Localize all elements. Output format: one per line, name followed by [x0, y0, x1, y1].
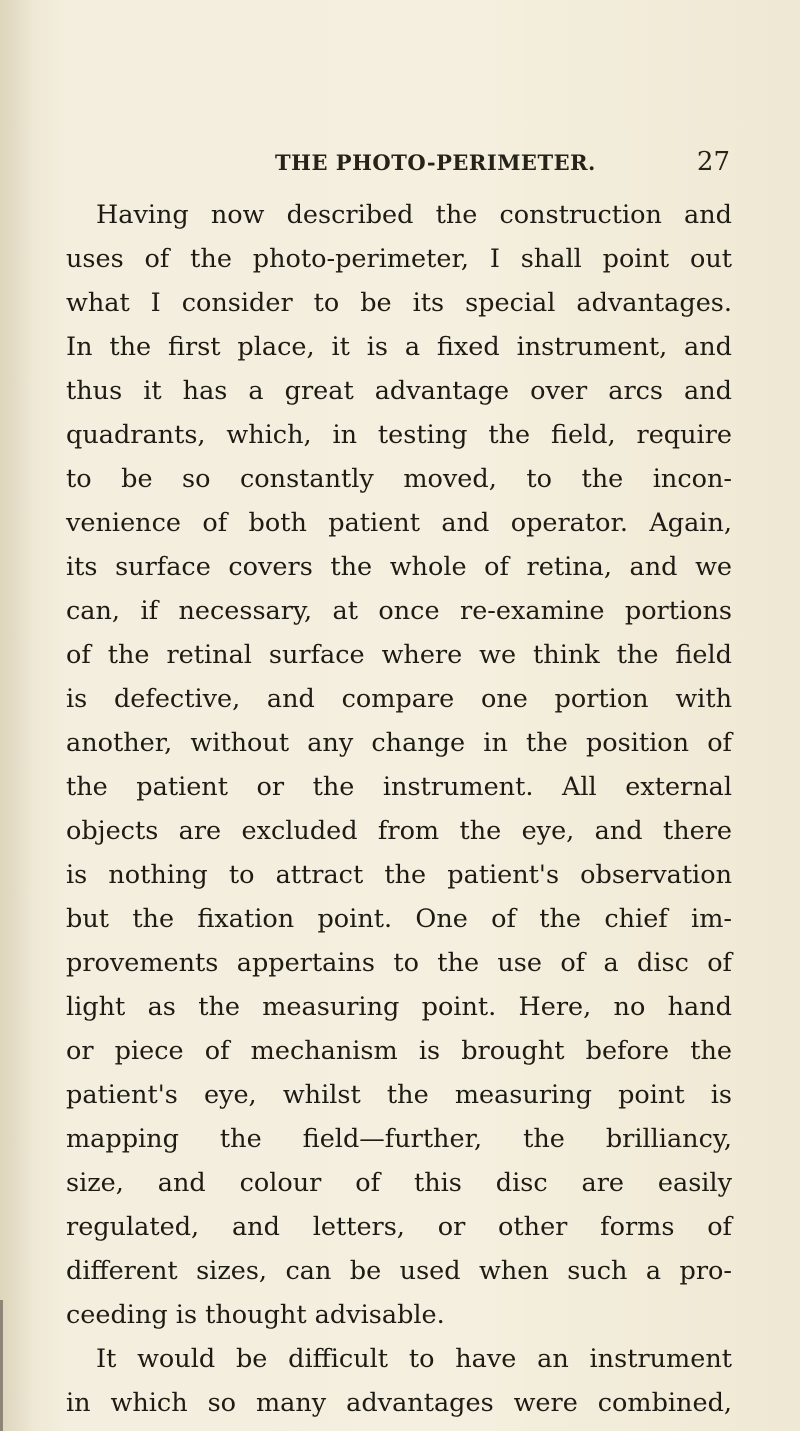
text-line: of the retinal surface where we think the field [66, 640, 732, 670]
text-line: In the first place, it is a fixed instrument, and [66, 332, 732, 362]
text-line: what I consider to be its special advantages. [66, 288, 732, 318]
text-line: venience of both patient and operator. Again, [66, 508, 732, 538]
text-line: its surface covers the whole of retina, and we [66, 552, 732, 582]
page-number: 27 [696, 147, 730, 177]
text-line: It would be difficult to have an instrument [96, 1344, 732, 1374]
text-line: light as the measuring point. Here, no hand [66, 992, 732, 1022]
text-line: regulated, and letters, or other forms of [66, 1212, 732, 1242]
text-line: provements appertains to the use of a disc of [66, 948, 732, 978]
text-line: Having now described the construction and [96, 200, 732, 230]
running-head [275, 147, 735, 190]
text-line: to be so constantly moved, to the incon- [66, 464, 732, 494]
text-line: is nothing to attract the patient's observation [66, 860, 732, 890]
text-line: is defective, and compare one portion with [66, 684, 732, 714]
text-line: ceeding is thought advisable. [66, 1300, 445, 1330]
text-line: the patient or the instrument. All external [66, 772, 732, 802]
text-line: objects are excluded from the eye, and there [66, 816, 732, 846]
text-line: uses of the photo-perimeter, I shall point out [66, 244, 732, 274]
text-line: another, without any change in the position of [66, 728, 732, 758]
running-title: THE PHOTO-PERIMETER. [275, 150, 596, 175]
text-line: different sizes, can be used when such a pro- [66, 1256, 732, 1286]
text-line: size, and colour of this disc are easily [66, 1168, 732, 1198]
text-line: mapping the field—further, the brilliancy, [66, 1124, 732, 1154]
gutter-shadow [0, 0, 34, 1431]
page-edge-mark [0, 1300, 3, 1431]
text-line: quadrants, which, in testing the field, require [66, 420, 732, 450]
text-line: patient's eye, whilst the measuring point is [66, 1080, 732, 1110]
text-line: but the fixation point. One of the chief im- [66, 904, 732, 934]
text-line: in which so many advantages were combined, [66, 1388, 732, 1418]
text-line: can, if necessary, at once re-examine portions [66, 596, 732, 626]
text-line: or piece of mechanism is brought before the [66, 1036, 732, 1066]
text-line: thus it has a great advantage over arcs and [66, 376, 732, 406]
